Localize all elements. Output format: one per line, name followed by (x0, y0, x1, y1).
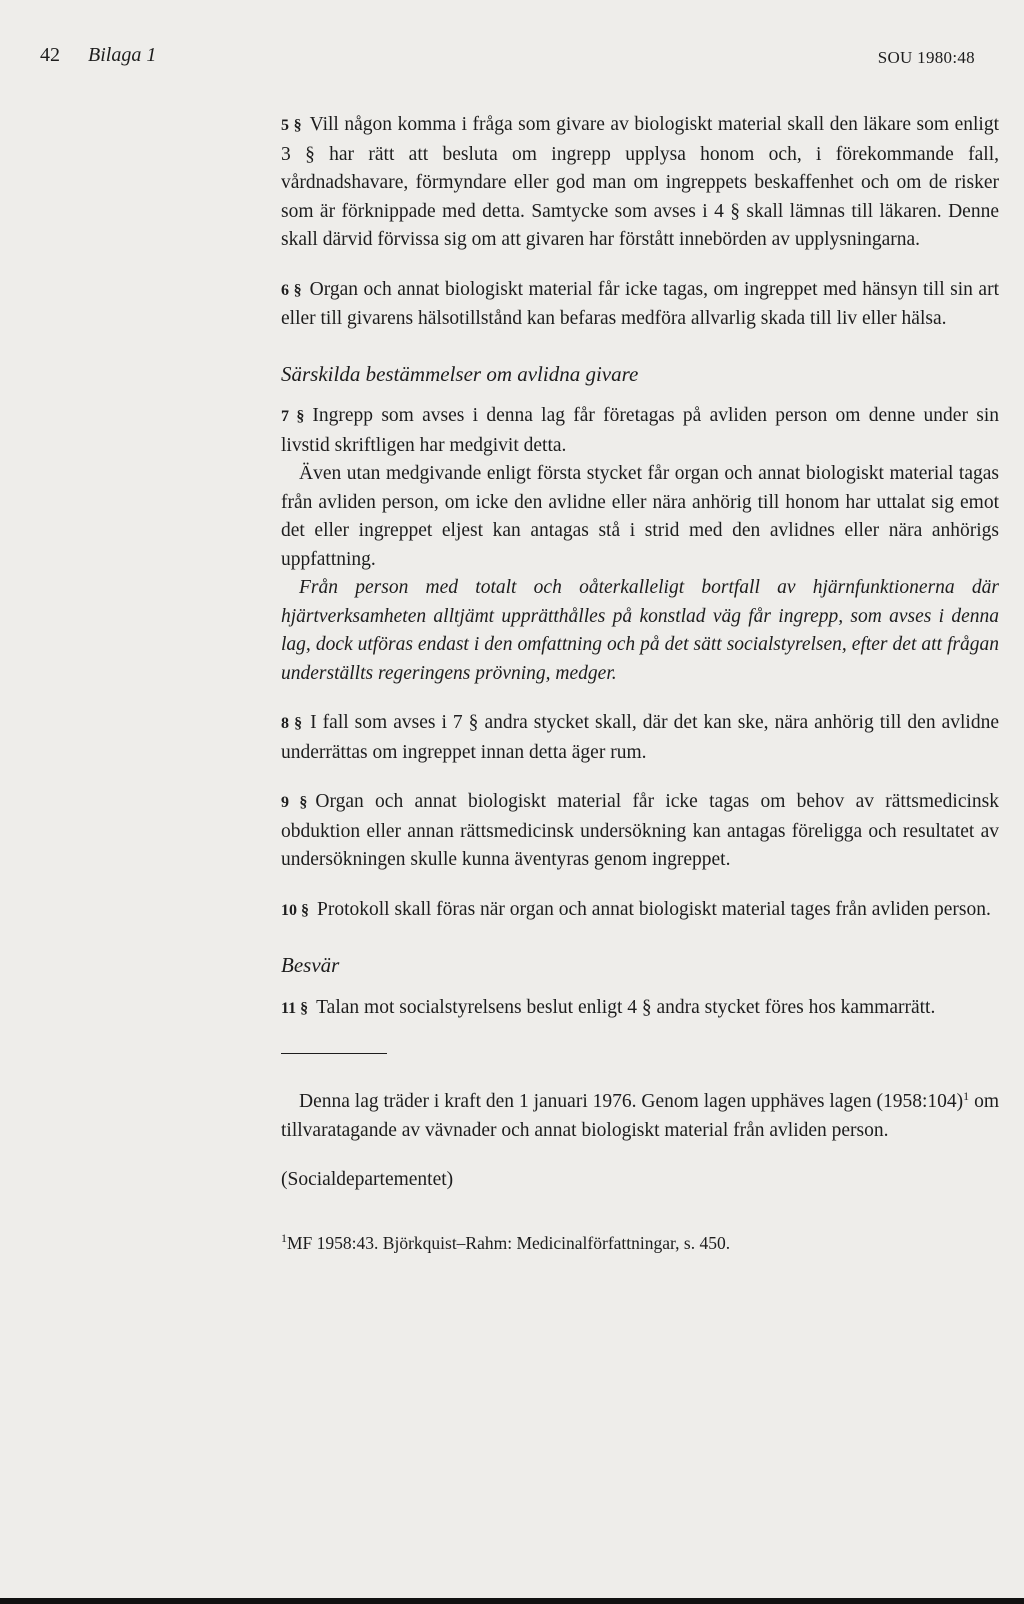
appendix-label: Bilaga 1 (88, 44, 157, 66)
entry-into-force (281, 1088, 999, 1145)
heading-appeal: Besvär (281, 953, 340, 977)
section-7-paragraph-2: Även utan medgivande enligt första stycket får organ och annat biologiskt material tagas från avliden person, om icke den avlidne eller nära anhörig till honom har uttalat sig emot det eller ingreppet eljest kan antagas stå i strid med den avlidnes eller nära anhörigs uppfattning. (281, 463, 999, 570)
page-header (40, 44, 975, 74)
section-number: 5 § (281, 117, 302, 134)
footnote-text: MF 1958:43. Björkquist–Rahm: Medicinalförfattningar, s. 450. (287, 1232, 731, 1253)
section-number: 7 § (281, 408, 305, 425)
section-text: Protokoll skall föras när organ och annat biologiskt material tages från avliden person. (317, 898, 991, 920)
ministry: (Socialdepartementet) (281, 1169, 454, 1190)
footnote (281, 1229, 999, 1258)
section-9 (281, 788, 999, 875)
section-text: I fall som avses i 7 § andra stycket skall, där det kan ske, nära anhörig till den avlidne underrättas om ingreppet innan detta äger rum. (281, 712, 1000, 763)
document-reference: SOU 1980:48 (877, 48, 975, 67)
page-body (281, 111, 999, 1257)
section-number: 11 § (281, 999, 309, 1017)
section-8 (281, 709, 999, 767)
section-text: Organ och annat biologiskt material får icke tagas om behov av rättsmedicinsk obduktion eller annan rättsmedicinsk undersökning kan antagas föreligga och resultatet av undersökningen skulle kunna äventyras genom ingreppet. (281, 791, 999, 870)
section-text: Ingrepp som avses i denna lag får företagas på avliden person om denne under sin livstid skriftligen har medgivit detta. (281, 405, 999, 456)
section-text: Organ och annat biologiskt material får icke tagas, om ingreppet med hänsyn till sin art eller till givarens hälsotillstånd kan befaras medföra allvarlig skada till liv eller hälsa. (281, 278, 999, 329)
section-5 (281, 111, 999, 255)
entry-into-force-text-cont: om tillvaratagande av vävnader och annat biologiskt material från avliden person. (281, 1091, 999, 1141)
section-text: Vill någon komma i fråga som givare av biologiskt material skall den läkare som enligt 3 § har rätt att besluta om ingrepp upplysa honom och, i förekommande fall, vårdnadshavare, förmyndare eller god man om ingreppets beskaffenhet och om de risker som är förknippade med detta. Samtycke som avses i 4 § skall lämnas till läkaren. Denne skall därvid förvissa sig om att givaren har förstått innebörden av upplysningarna. (281, 114, 1000, 250)
section-number: 8 § (281, 715, 303, 732)
section-7-paragraph-3: Från person med totalt och oåterkalleligt bortfall av hjärnfunktionerna där hjärtverksamheten alltjämt upprätthålles på konstlad väg får ingrepp, som avses i denna lag, dock utföras endast i den omfattning och på det sätt socialstyrelsen, efter det att frågan underställts regeringens prövning, medger. (281, 577, 999, 684)
section-7 (281, 402, 999, 460)
section-6 (281, 276, 999, 334)
section-number: 9 § (281, 794, 308, 811)
section-number: 6 § (281, 281, 302, 299)
footnote-number: 1 (281, 1230, 287, 1245)
section-10 (281, 896, 999, 926)
section-11 (281, 994, 999, 1024)
separator-rule (281, 1053, 387, 1054)
section-number: 10 § (281, 901, 309, 919)
footnote-marker: 1 (963, 1089, 970, 1103)
page-number: 42 (40, 44, 60, 66)
heading-deceased-donors: Särskilda bestämmelser om avlidna givare (281, 361, 639, 386)
scan-edge (0, 1598, 1024, 1604)
section-text: Talan mot socialstyrelsens beslut enligt 4 § andra stycket föres hos kammarrätt. (316, 996, 936, 1018)
entry-into-force-text: Denna lag träder i kraft den 1 januari 1976. Genom lagen upphäves lagen (1958:104) (299, 1091, 964, 1112)
